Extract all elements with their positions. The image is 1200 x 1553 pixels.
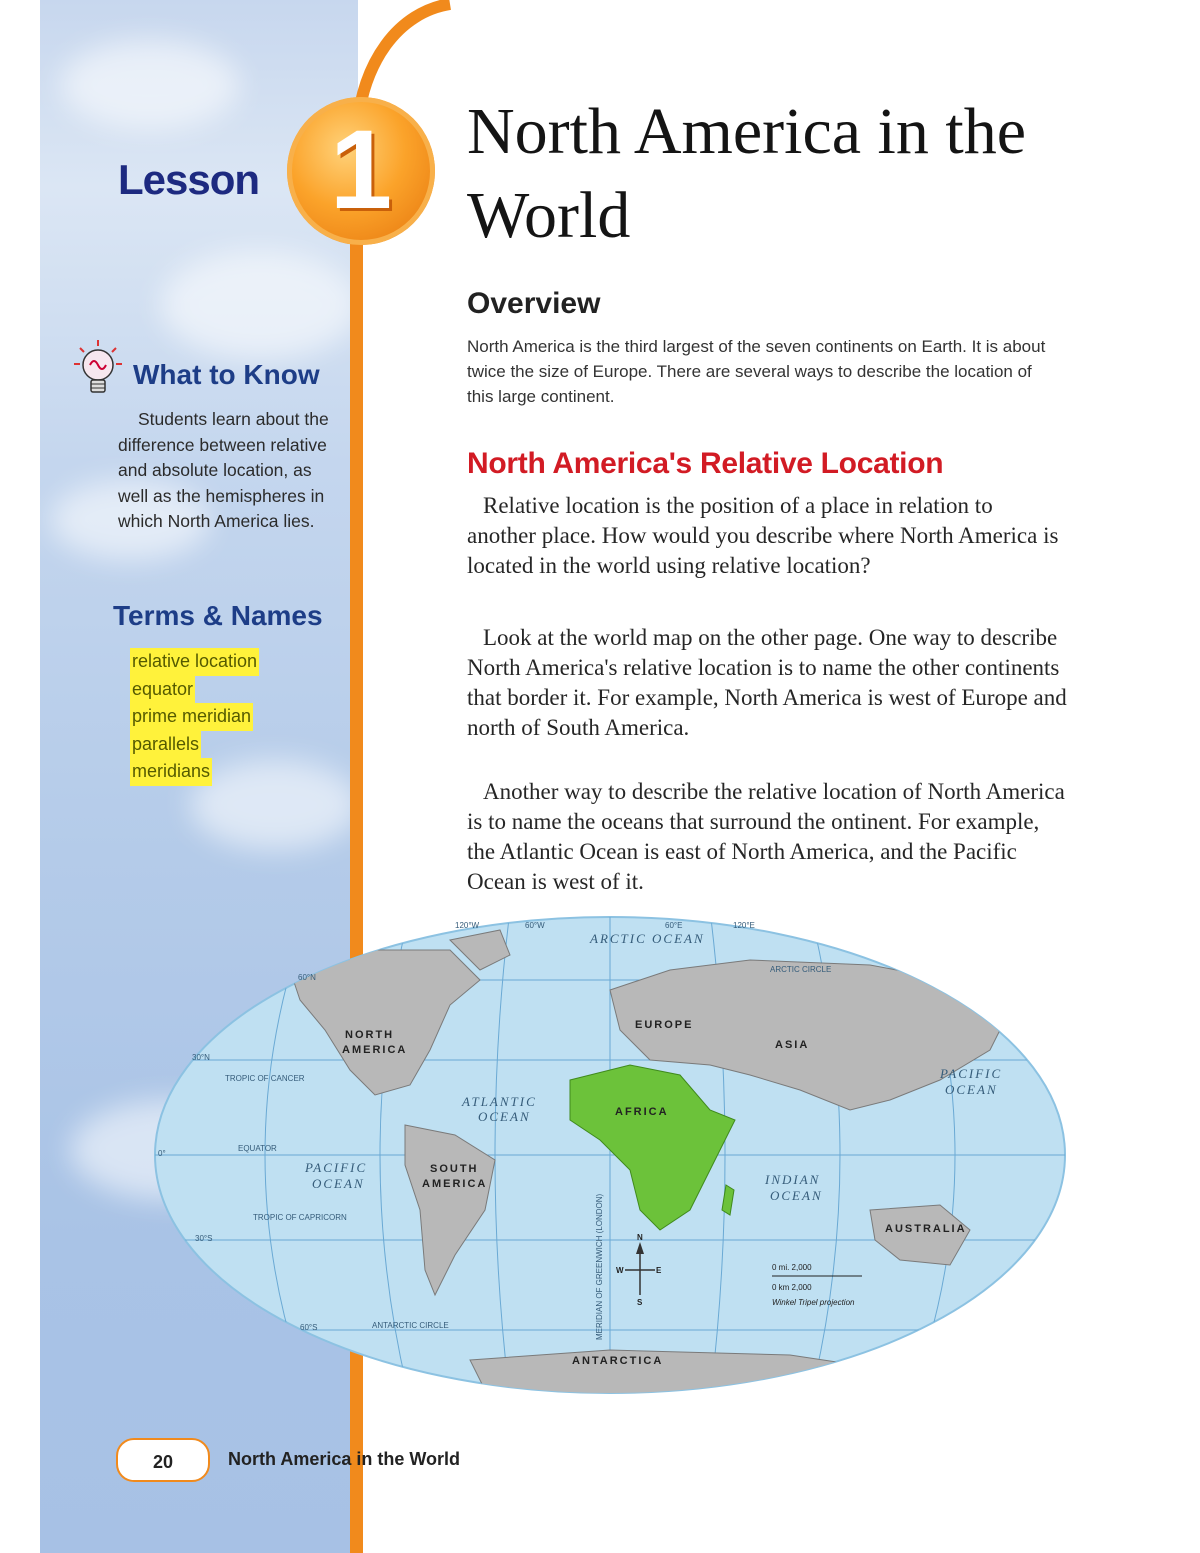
what-to-know-text: Students learn about the difference between relative and absolute location, as well as the hemispheres in which North America lies. [118,409,329,531]
term-item: meridians [130,758,212,786]
compass-s: S [637,1298,643,1307]
overview-heading: Overview [467,287,601,320]
label-tropic-cancer: TROPIC OF CANCER [225,1074,305,1083]
label-pacific-ocean-east: PACIFIC [940,1066,1003,1081]
map-grid [150,910,1070,1400]
paragraph: Look at the world map on the other page. One way to describe North America's relative location is to name the other continents that border it. For example, North America is west of Europe and north of South America. [467,625,1067,740]
term-item: relative location [130,648,259,676]
label-60n: 60°N [298,973,316,982]
label-indian-ocean: INDIAN [765,1172,821,1187]
label-60e: 60°E [665,921,683,930]
label-atlantic-ocean: ATLANTIC [462,1094,537,1109]
label-pacific-ocean-east-2: OCEAN [945,1082,998,1097]
label-antarctica: ANTARCTICA [572,1355,664,1367]
paragraph: Relative location is the position of a place in relation to another place. How would you describe where North America is located in the world using relative location? [467,493,1059,578]
terms-list [130,648,259,786]
label-120e: 120°E [733,921,755,930]
lesson-number: 1 [329,107,393,232]
label-0: 0° [158,1149,166,1158]
scale-miles: 0 mi. 2,000 [772,1263,812,1272]
page-number: 20 [116,1438,210,1482]
what-to-know-heading: What to Know [133,359,320,390]
label-equator: EQUATOR [238,1144,277,1153]
label-antarctic-circle: ANTARCTIC CIRCLE [372,1321,449,1330]
label-asia: ASIA [775,1039,810,1051]
scale-km: 0 km 2,000 [772,1283,812,1292]
label-60w: 60°W [525,921,545,930]
overview-text: North America is the third largest of the seven continents on Earth. It is about twice the size of Europe. There are several ways to describe the location of this large continent. [467,337,1046,406]
label-prime-meridian: MERIDIAN OF GREENWICH (LONDON) [595,1193,604,1340]
compass-w: W [616,1266,624,1275]
compass-n: N [637,1233,643,1242]
term-item: prime meridian [130,703,253,731]
label-atlantic-ocean-2: OCEAN [478,1109,531,1124]
label-australia: AUSTRALIA [885,1223,967,1235]
label-120w: 120°W [455,921,480,930]
label-south-america: SOUTH [430,1163,479,1175]
label-30s: 30°S [195,1234,213,1243]
paragraph: Another way to describe the relative location of North America is to name the oceans that surround the ontinent. For example, the Atlantic Ocean is east of North America, and the Pacific Ocean is west of it. [467,779,1065,894]
page-title: North America in the World [467,95,1027,252]
compass-e: E [656,1266,662,1275]
label-30n: 30°N [192,1053,210,1062]
label-south-america-2: AMERICA [422,1178,488,1190]
label-arctic-circle: ARCTIC CIRCLE [770,965,832,974]
label-arctic-ocean: ARCTIC OCEAN [590,931,705,946]
lesson-label: Lesson [118,156,260,203]
label-pacific-ocean-west-2: OCEAN [312,1176,365,1191]
label-indian-ocean-2: OCEAN [770,1188,823,1203]
term-item: equator [130,676,195,704]
world-map [150,910,1070,1400]
label-tropic-capricorn: TROPIC OF CAPRICORN [253,1213,347,1222]
section-heading: North America's Relative Location [467,447,944,480]
label-north-america: NORTH [345,1029,395,1041]
label-north-america-2: AMERICA [342,1044,408,1056]
running-title: North America in the World [228,1449,461,1469]
scale-projection: Winkel Tripel projection [772,1298,855,1307]
label-60s: 60°S [300,1323,318,1332]
label-africa: AFRICA [615,1106,669,1118]
lightbulb-icon [72,338,124,400]
term-item: parallels [130,731,201,759]
terms-heading: Terms & Names [113,600,323,631]
label-europe: EUROPE [635,1019,694,1031]
lesson-number-badge [287,97,435,245]
label-pacific-ocean-west: PACIFIC [305,1160,368,1175]
